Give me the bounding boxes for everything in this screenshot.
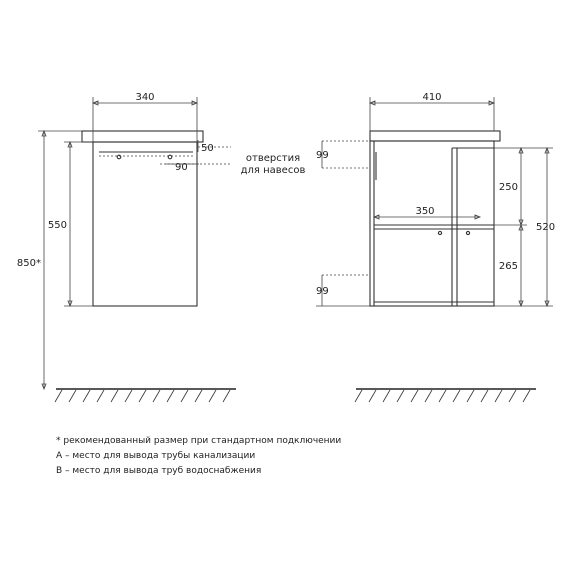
- holes-label-line1: отверстия: [245, 153, 301, 164]
- side-offset-bottom-label: 99: [316, 286, 329, 297]
- front-view: [17, 92, 306, 402]
- front-countertop: [82, 131, 203, 142]
- notes: [56, 436, 341, 476]
- side-lower-section-label: 265: [498, 261, 518, 272]
- side-upper-section-label: 250: [498, 182, 518, 193]
- front-hole-offset-top-label: 50: [201, 143, 214, 154]
- side-floor-hatch: [355, 390, 530, 402]
- front-total-height-label: 850*: [16, 258, 41, 269]
- side-cabinet-body: [370, 141, 494, 306]
- side-shelf-depth-label: 350: [415, 206, 435, 217]
- side-offset-top-label: 99: [316, 150, 329, 161]
- side-inner-height-label: 520: [536, 222, 556, 233]
- holes-label-line2: для навесов: [240, 165, 306, 176]
- front-hole-offset-side-label: 90: [175, 162, 188, 173]
- note-drain-pipe: A – место для вывода трубы канализации: [56, 451, 256, 461]
- front-width-label: 340: [135, 92, 155, 103]
- note-water-pipes: B – место для вывода труб водоснабжения: [56, 466, 262, 476]
- note-recommended-size: * рекомендованный размер при стандартном подключении: [56, 436, 342, 446]
- side-depth-label: 410: [422, 92, 442, 103]
- front-floor-hatch: [55, 390, 230, 402]
- side-view: [316, 92, 555, 402]
- side-countertop: [370, 131, 500, 141]
- front-hole-marker: [117, 155, 121, 159]
- front-body-height-label: 550: [47, 220, 67, 231]
